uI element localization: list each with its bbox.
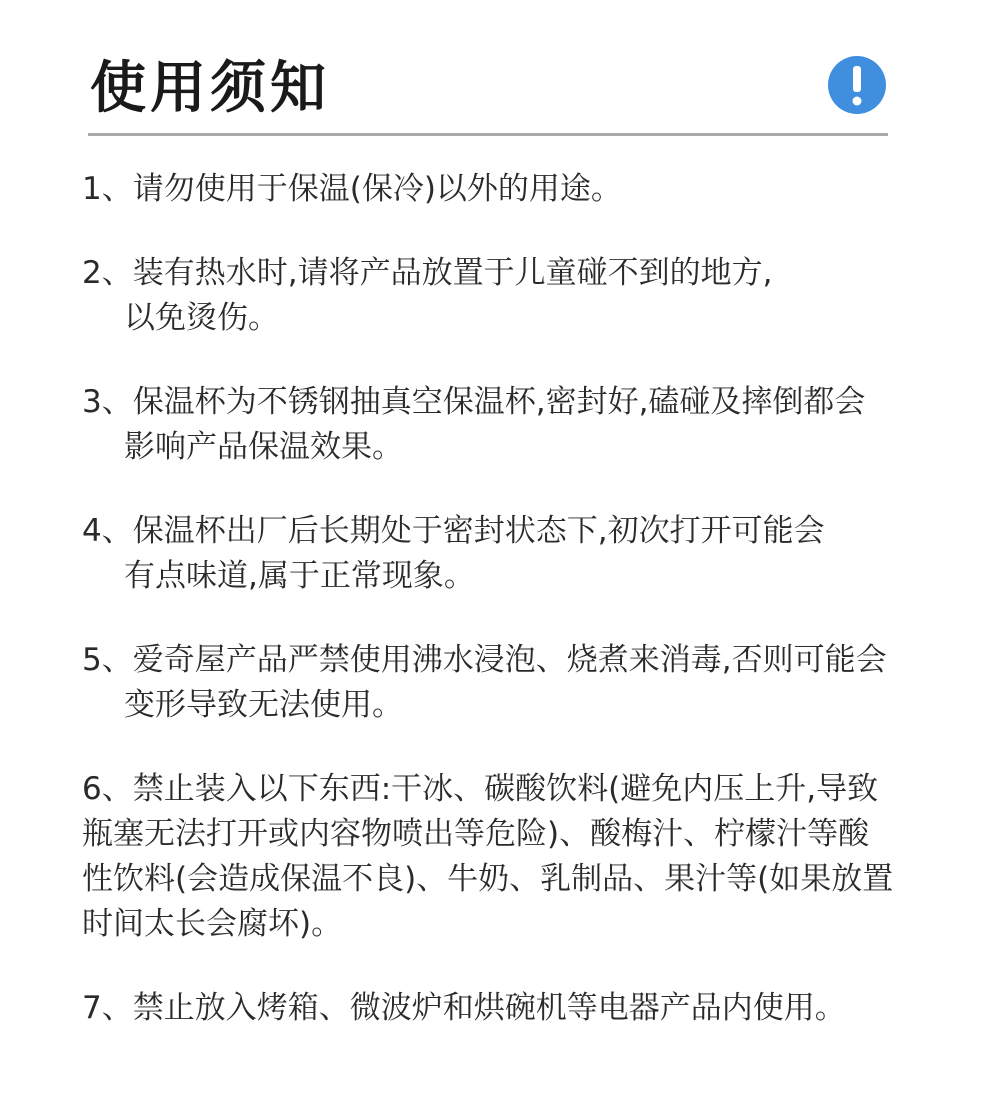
note-line: 影响产品保温效果。 [124, 429, 403, 465]
notice-header [88, 48, 888, 136]
note-line: 1、请勿使用于保温(保冷)以外的用途。 [82, 171, 622, 207]
note-line: 7、禁止放入烤箱、微波炉和烘碗机等电器产品内使用。 [82, 990, 846, 1026]
note-line: 4、保温杯出厂后长期处于密封状态下,初次打开可能会 [82, 513, 825, 549]
note-item [82, 509, 962, 599]
note-line: 性饮料(会造成保温不良)、牛奶、乳制品、果汁等(如果放置 [82, 861, 894, 897]
note-line: 5、爱奇屋产品严禁使用沸水浸泡、烧煮来消毒,否则可能会 [82, 642, 887, 678]
note-line: 以免烫伤。 [124, 300, 279, 336]
note-line: 时间太长会腐坏)。 [82, 906, 343, 942]
note-item [82, 167, 962, 212]
notes-list [82, 167, 962, 1070]
note-item [82, 380, 962, 470]
header-divider [88, 133, 888, 136]
note-line: 变形导致无法使用。 [124, 687, 403, 723]
note-item [82, 638, 962, 728]
note-item [82, 986, 962, 1031]
note-line: 有点味道,属于正常现象。 [124, 558, 475, 594]
note-line: 6、禁止装入以下东西:干冰、碳酸饮料(避免内压上升,导致 [82, 771, 879, 807]
exclamation-icon [828, 56, 886, 114]
page-title: 使用须知 [90, 56, 330, 121]
note-line: 2、装有热水时,请将产品放置于儿童碰不到的地方, [82, 255, 773, 291]
note-item [82, 767, 962, 947]
note-item [82, 251, 962, 341]
note-line: 3、保温杯为不锈钢抽真空保温杯,密封好,磕碰及摔倒都会 [82, 384, 866, 420]
note-line: 瓶塞无法打开或内容物喷出等危险)、酸梅汁、柠檬汁等酸 [82, 816, 870, 852]
